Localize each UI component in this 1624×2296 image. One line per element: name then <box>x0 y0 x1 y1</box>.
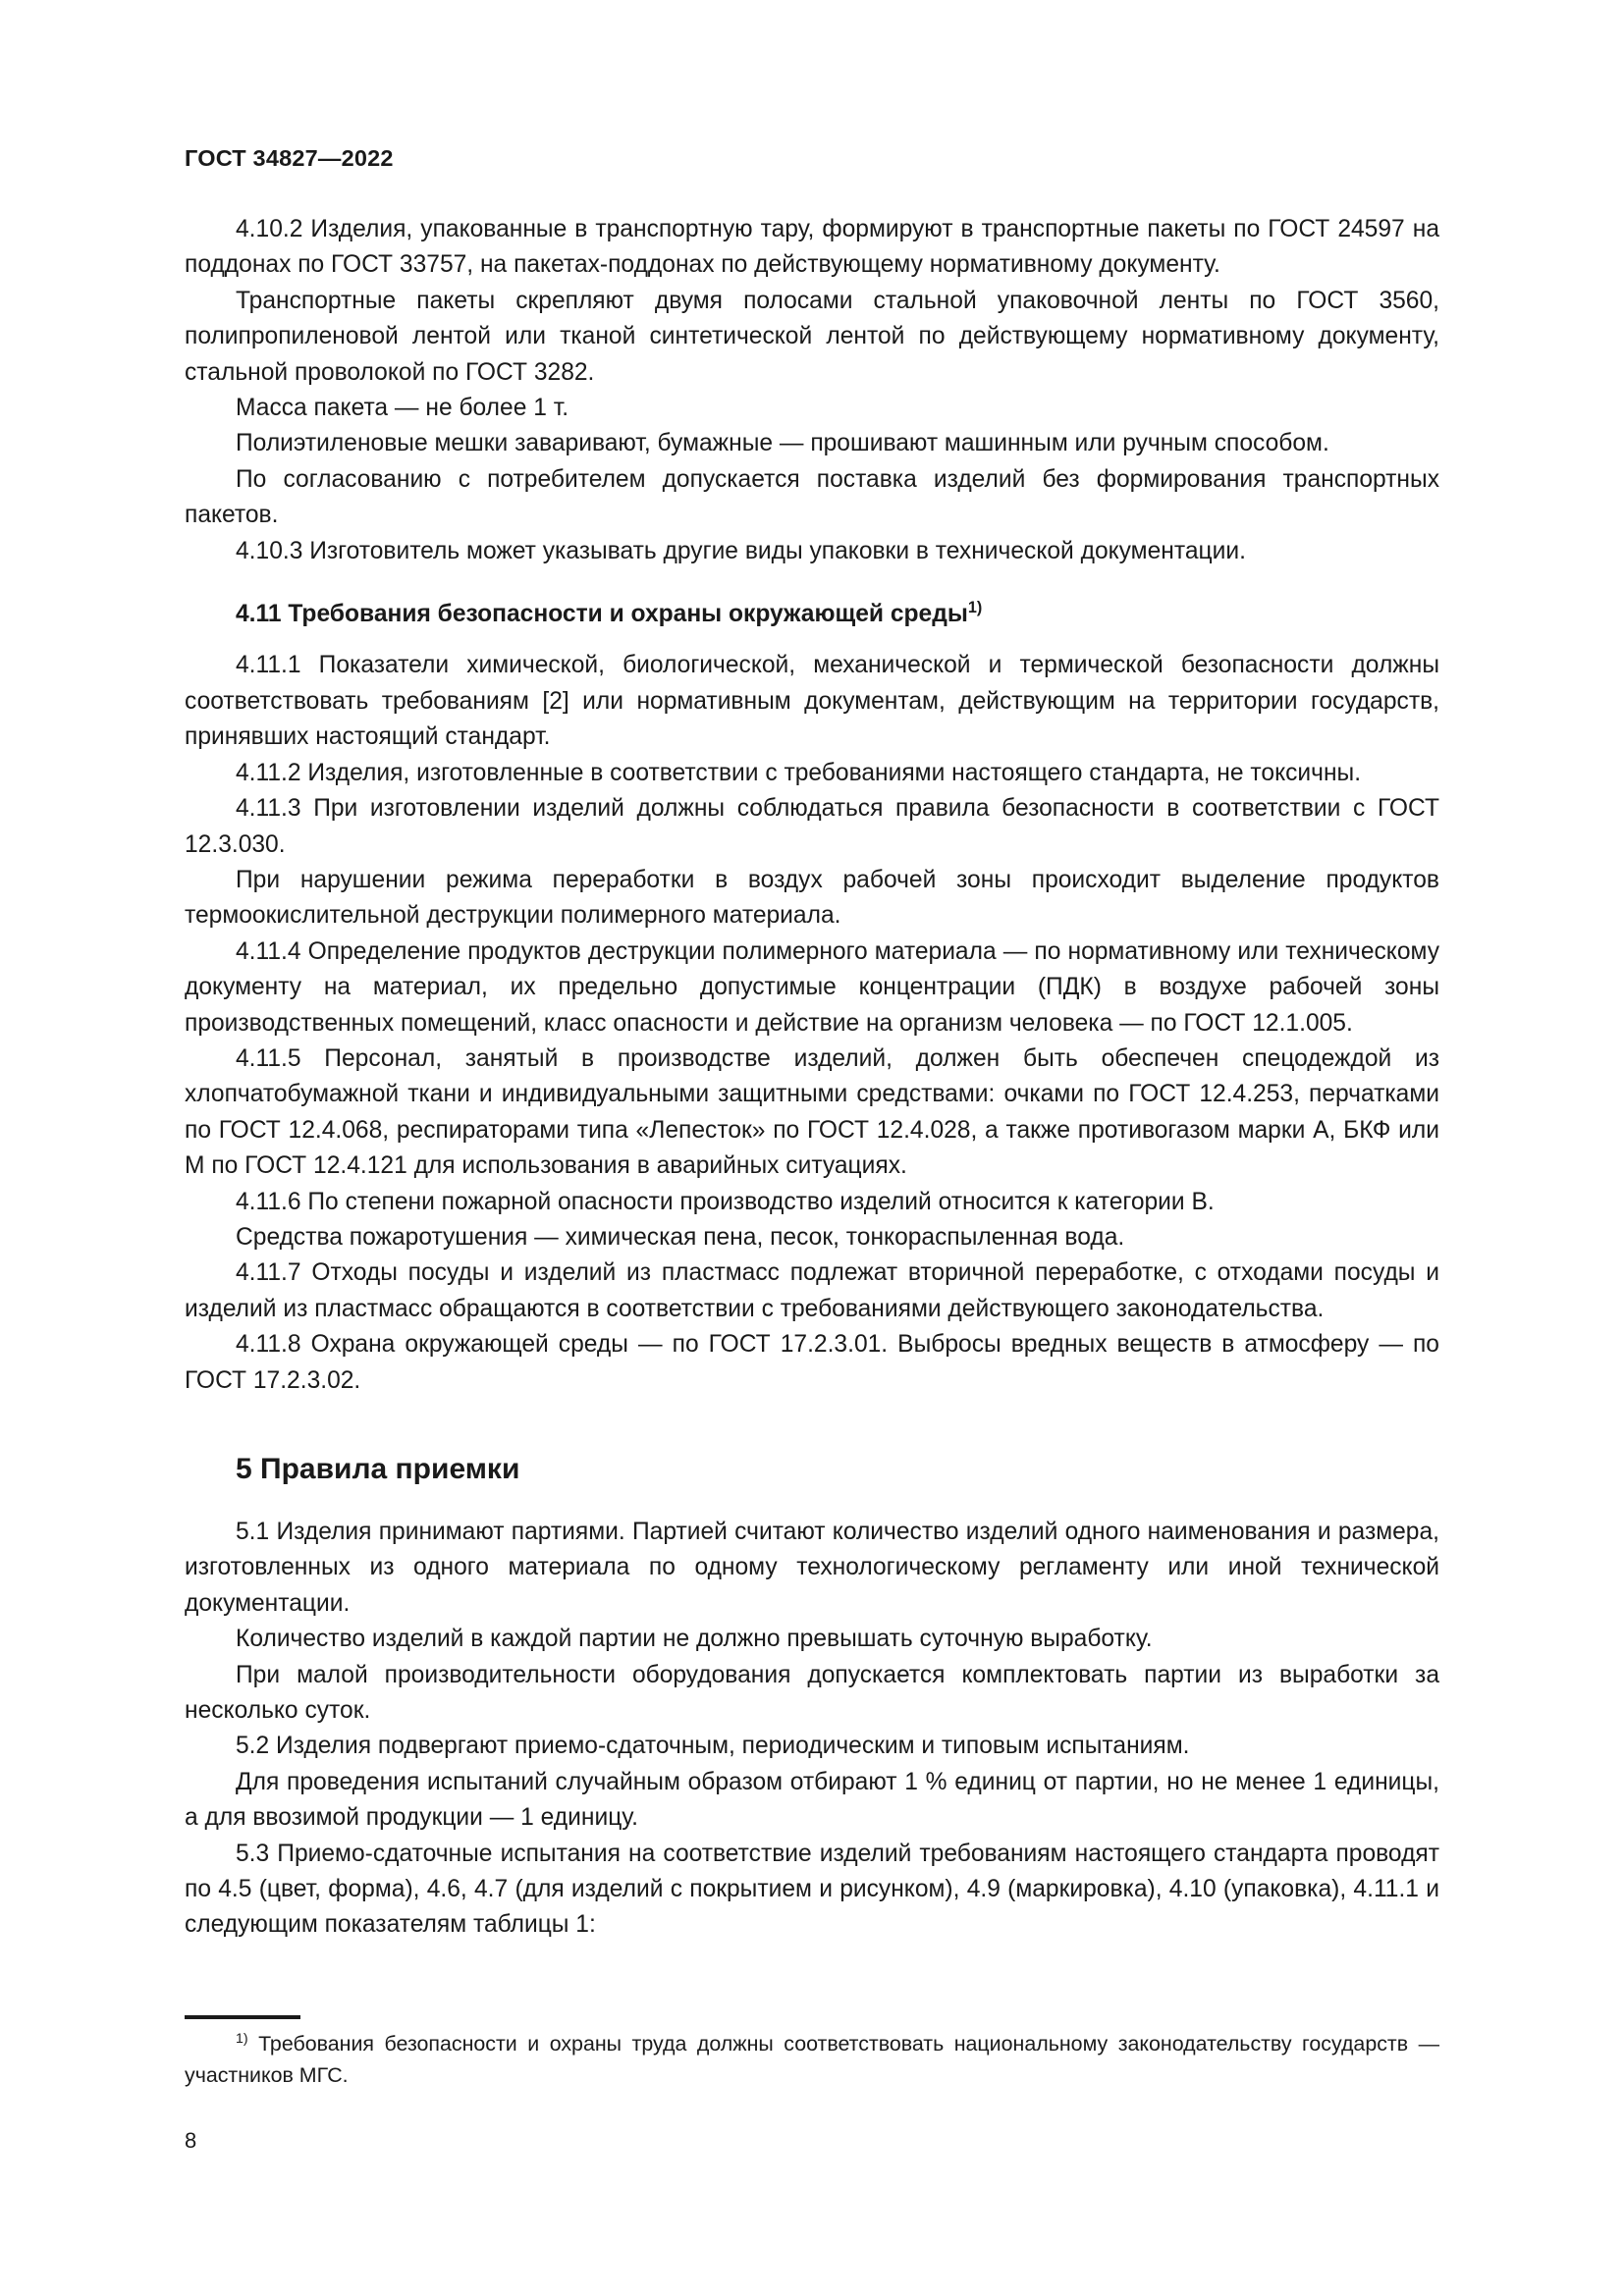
paragraph-4-11-6: 4.11.6 По степени пожарной опасности производство изделий относится к категории В. <box>236 1188 1215 1215</box>
paragraph-4-10-2: 4.10.2 Изделия, упакованные в транспортную тару, формируют в транспортные пакеты по ГОСТ 24597 на поддонах по ГОСТ 33757, на пакетах-поддонах по действующему нормативному документу. <box>185 216 1439 279</box>
footnote-reference-marker: 1) <box>967 598 983 616</box>
paragraph-4-11-4: 4.11.4 Определение продуктов деструкции полимерного материала — по нормативному или техническому документу на материал, их предельно допустимые концентрации (ПДК) в воздухе рабочей зоны производственных помещений, класс опасности и действие на организм человека — по ГОСТ 12.1.005. <box>185 937 1439 1037</box>
paragraph-5-2: 5.2 Изделия подвергают приемо-сдаточным, периодическим и типовым испытаниям. <box>236 1733 1190 1760</box>
paragraph-4-11-5: 4.11.5 Персонал, занятый в производстве изделий, должен быть обеспечен спецодеждой из хлопчатобумажной ткани и индивидуальными защитными средствами: очками по ГОСТ 12.4.253, перчатками по ГОСТ 12.4.068, респираторами типа «Лепесток» по ГОСТ 12.4.028, а также противогазом марки А, БКФ или М по ГОСТ 12.4.121 для использования в аварийных ситуациях. <box>185 1044 1439 1180</box>
footnote-number-marker: 1) <box>236 2029 248 2046</box>
footnote-area <box>185 2015 1439 2091</box>
paragraph-supply-agreement: По согласованию с потребителем допускается поставка изделий без формирования транспортных пакетов. <box>185 465 1439 529</box>
heading-4-11 <box>185 569 1439 648</box>
paragraph-thermal-destruction: При нарушении режима переработки в воздух рабочей зоны происходит выделение продуктов термоокислительной деструкции полимерного материала. <box>185 866 1439 930</box>
paragraph-transport-packets: Транспортные пакеты скрепляют двумя полосами стальной упаковочной ленты по ГОСТ 3560, полипропиленовой лентой или тканой синтетической лентой по действующему нормативному документу, стальной проволокой по ГОСТ 3282. <box>185 287 1439 386</box>
paragraph-5-1: 5.1 Изделия принимают партиями. Партией считают количество изделий одного наименования и размера, изготовленных из одного материала по одному технологическому регламенту или иной технической документации. <box>185 1519 1439 1617</box>
paragraph-4-10-3: 4.10.3 Изготовитель может указывать другие виды упаковки в технической документации. <box>236 537 1246 564</box>
paragraph-5-3: 5.3 Приемо-сдаточные испытания на соответствие изделий требованиям настоящего стандарта проводят по 4.5 (цвет, форма), 4.6, 4.7 (для изделий с покрытием и рисунком), 4.9 (маркировка), 4.10 (упаковка), 4.11.1 и следующим показателям таблицы 1: <box>185 1840 1439 1939</box>
heading-section-5: 5 Правила приемки <box>236 1453 520 1485</box>
running-header-standard-number: ГОСТ 34827—2022 <box>185 145 394 171</box>
paragraph-4-11-3: 4.11.3 При изготовлении изделий должны соблюдаться правила безопасности в соответствии с ГОСТ 12.3.030. <box>185 795 1439 858</box>
heading-4-11-text: 4.11 Требования безопасности и охраны окружающей среды <box>236 601 968 628</box>
paragraph-4-11-8: 4.11.8 Охрана окружающей среды — по ГОСТ 17.2.3.01. Выбросы вредных веществ в атмосферу — по ГОСТ 17.2.3.02. <box>185 1331 1439 1394</box>
paragraph-fire-extinguishing: Средства пожаротушения — химическая пена, песок, тонкораспыленная вода. <box>236 1223 1125 1251</box>
paragraph-packet-mass: Масса пакета — не более 1 т. <box>236 395 569 422</box>
page-content <box>185 0 1439 2296</box>
document-body <box>185 212 1439 1944</box>
paragraph-sampling: Для проведения испытаний случайным образом отбирают 1 % единиц от партии, но не менее 1 единицы, а для ввозимой продукции — 1 единицу. <box>185 1768 1439 1832</box>
paragraph-bags: Полиэтиленовые мешки заваривают, бумажные — прошивают машинным или ручным способом. <box>236 430 1329 457</box>
page-number: 8 <box>185 2128 197 2153</box>
footnote-body: Требования безопасности и охраны труда должны соответствовать национальному законодательству государств — участников МГС. <box>185 2032 1439 2087</box>
footnote-separator-rule <box>185 2015 300 2019</box>
paragraph-daily-output: Количество изделий в каждой партии не должно превышать суточную выработку. <box>236 1626 1153 1653</box>
paragraph-low-productivity: При малой производительности оборудования допускается комплектовать партии из выработки за несколько суток. <box>185 1661 1439 1725</box>
paragraph-4-11-7: 4.11.7 Отходы посуды и изделий из пластмасс подлежат вторичной переработке, с отходами посуды и изделий из пластмасс обращаются в соответствии с требованиями действующего законодательства. <box>185 1259 1439 1322</box>
paragraph-4-11-1: 4.11.1 Показатели химической, биологической, механической и термической безопасности должны соответствовать требованиям [2] или нормативным документам, действующим на территории государств, принявших настоящий стандарт. <box>185 652 1439 751</box>
footnote-text <box>185 2029 1439 2091</box>
paragraph-4-11-2: 4.11.2 Изделия, изготовленные в соответствии с требованиями настоящего стандарта, не токсичны. <box>236 759 1362 786</box>
